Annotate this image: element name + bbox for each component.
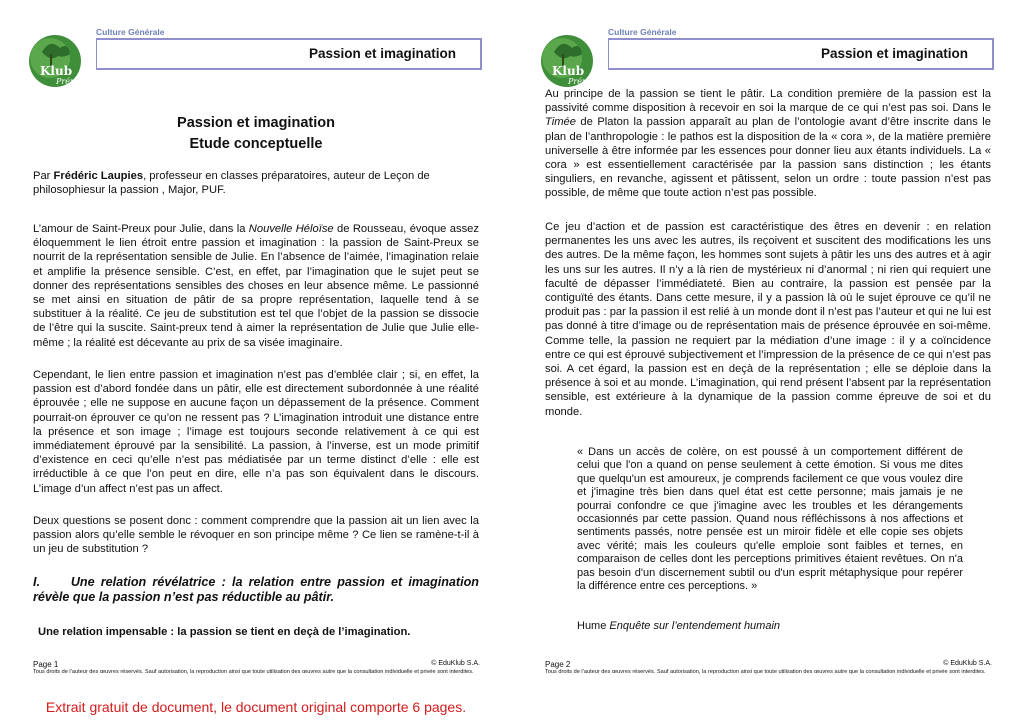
section-tag: Culture Générale [608,27,677,37]
book-title: Timée [545,116,576,129]
section-heading: I. Une relation révélatrice : la relation entre passion et imagination révèle que la passion n’est pas réductible au pâtir. [33,575,479,604]
header-title-box [608,38,994,70]
quote-attribution: Hume Enquête sur l’entendement humain [577,620,781,632]
document-title: Passion et imagination [177,115,335,131]
document-subtitle: Etude conceptuelle [189,136,323,152]
header-title: Passion et imagination [308,46,456,61]
logo-text-klub: Klub [552,64,585,78]
book-title: Nouvelle Héloïse [248,223,334,235]
paragraph-2: Ce jeu d’action et de passion est caractéristique des êtres en devenir : en relation permanentes les uns avec les autres, ils reçoivent et suscitent des modifications les uns des autres. De la même façon, les hommes sont sujets à pâtir les uns des autres et à agir les uns sur les autres. Il n’y a là rien de mystérieux ni d’anormal ; ni rien qui requiert une faculté de dépasser l’immédiateté. Bien au contraire, la passion est pensée par la contiguïté des étants. Dans cette mesure, il y a passion là où le sujet éprouve ce qu’il ne produit pas : par la passion il est relié à un monde dont il n’est pas l’auteur et qui ne lui est pas donné à titre d’image ou de représentation mais de présence éprouvée en soi-même. Comme telle, la passion ne requiert par la médiation d’une image : il y a coïncidence entre ce qui est éprouvé subjectivement et l’impression de la présence de ce qui n’est pas soi. A cet égard, la passion est en deçà de la représentation ; elle se déploie dans la présence à soi et au monde. L’imagination, qui rend présent l’absent par la représentation sensible, est extérieure à la dynamique de la passion comme épreuve de soi et du monde. [545,221,991,418]
quote-source: Enquête sur l’entendement humain [609,620,781,632]
subsection-heading: Une relation impensable : la passion se tient en deçà de l’imagination. [38,626,411,638]
section-number: I. [33,575,40,589]
rights-note: Tous droits de l’auteur des œuvres réservés. Sauf autorisation, la reproduction ainsi que toute utilisation des œuvres autre que la consultation individuelle et privée sont interdites. [545,669,986,675]
logo-text-prepa: Prépa [56,77,80,86]
klub-prepa-logo [26,32,84,88]
author-name: Frédéric Laupies [53,170,144,182]
paragraph-1: Au principe de la passion se tient le pâtir. La condition première de la passion est la passivité comme disposition à recevoir en soi la marque de ce qui n’est pas soi. Dans le Timée de Platon la passion apparaît au plan de l’ontologie avant d’être inscrite dans le plan de l’anthropologie : le pathos est la disposition de la « cora », de la matière première universelle à être informée par les essences pour donner lieu aux étants individuels. La « cora » est essentiellement caractérisée par la passion sans distinction ; les étants singuliers, en revanche, agissent et pâtissent, selon un ordre : toute passion n’est pas possible, de même que toute action n’est pas possible. [545,88,991,200]
author-line: Par Frédéric Laupies, professeur en classes préparatoires, auteur de Leçon de philosophiesur la passion , Major, PUF. [33,170,430,197]
hume-quote: « Dans un accès de colère, on est poussé à un comportement différent de celui que l'on a quand on pense seulement à cette émotion. Si vous me dites que quelqu'un est amoureux, je comprends facilement ce que vous voulez dire et j'imagine très bien dans quel état est cette personne; mais jamais je ne pourrai confondre ce que j'imagine avec les troubles et les dérangements occasionnés par cette passion. Quand nous réfléchissons à nos affections et sentiments passés, notre pensée est un miroir fidèle et elle copie ses objets avec vérité; mais les couleurs qu'elle emploie sont faibles et ternes, en comparaison de celles dont les perceptions primitives étaient revêtues. On n'a pas besoin d'un discernement subtil ou d'un esprit métaphysique pour repérer la différence entre ces perceptions. » [577,446,963,593]
section-tag: Culture Générale [96,27,165,37]
copyright: © EduKlub S.A. [943,660,992,667]
page-number: Page 2 [545,660,571,669]
rights-note: Tous droits de l’auteur des œuvres réservés. Sauf autorisation, la reproduction ainsi que toute utilisation des œuvres autre que la consultation individuelle et privée sont interdites. [33,669,474,675]
paragraph-1: L’amour de Saint-Preux pour Julie, dans la Nouvelle Héloïse de Rousseau, évoque assez éloquemment le lien étroit entre passion et imagination : la passion de Saint-Preux se nourrit de la représentation sensible de Julie. En l’absence de l’aimée, l’imagination relaie et amplifie la présence sensible. C’est, en effet, par l’imagination que le sujet peut se donner des représentations sensibles des choses en leur absence même. Le passionné se met ainsi en situation de pâtir de sa propre représentation, laquelle tend à se substituer à la réalité. Ce jeu de substitution est tel que l’objet de la passion se dissocie de l’être qui la suscite. Saint-preux tend à aimer la représentation de Julie que Julie elle-même ; la réalité est décevante au prix de sa visée imaginaire. [33,223,479,349]
copyright: © EduKlub S.A. [431,660,480,667]
klub-prepa-logo [538,32,596,88]
page-number: Page 1 [33,660,59,669]
free-extract-banner[interactable]: Extrait gratuit de document, le document original comporte 6 pages. [45,699,467,715]
header-title: Passion et imagination [820,46,968,61]
paragraph-2: Cependant, le lien entre passion et imagination n’est pas d’emblée clair ; si, en effet, la passion est d’abord fondée dans un pâtir, elle est directement subordonnée à une réalité éprouvée ; elle ne suppose en aucune façon un dépassement de la présence. Comment pourrait-on éprouver ce qu’on ne ressent pas ? L’imagination introduit une distance entre la présence et son image ; l’image est toujours seconde relativement à ce qui est immédiatement éprouvé par la sensibilité. La passion, à l’inverse, est un mode primitif d’existence en ceci qu’elle n’est pas médiatisée par un terme distinct d’elle : elle est irréductible à ce que l’on peut en dire, elle n’a pas son équivalent dans le discours. L’image d’un affect n’est pas un affect. [33,369,479,495]
document-page-2 [512,0,1024,725]
logo-text-prepa: Prépa [568,77,592,86]
header-title-box [96,38,482,70]
paragraph-3: Deux questions se posent donc : comment comprendre que la passion ait un lien avec la passion alors qu’elle semble le révoquer en son principe même ? Ce lien se ramène-t-il à un jeu de substitution ? [33,515,479,556]
logo-text-klub: Klub [40,64,73,78]
